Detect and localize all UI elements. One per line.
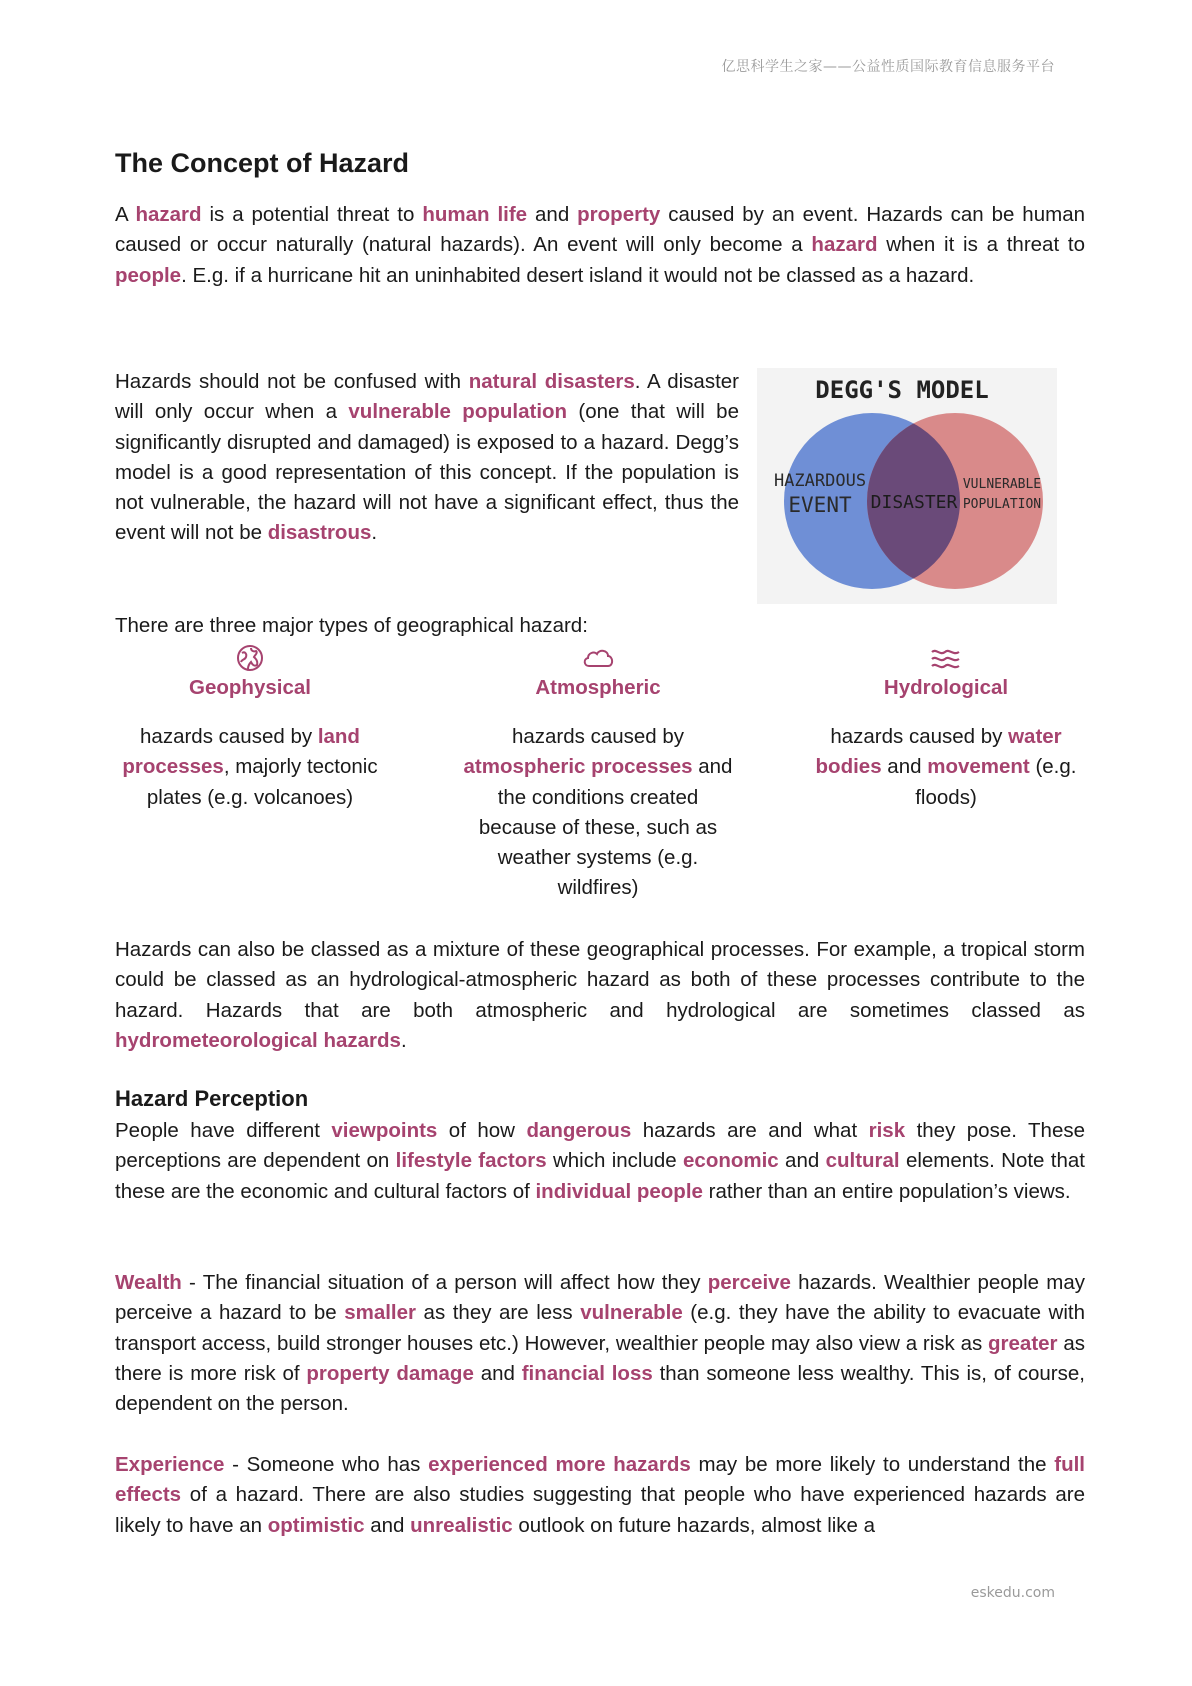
site-header: 亿思科学生之家——公益性质国际教育信息服务平台	[721, 59, 1055, 75]
type-description: hazards caused by water bodies and movement (e.g. floods)	[815, 725, 1077, 809]
hazard-perception-heading: Hazard Perception	[115, 1086, 309, 1111]
degg-title: DEGG'S MODEL	[815, 376, 989, 404]
intro-paragraph: A hazard is a potential threat to human life and property caused by an event. Hazards can be human caused or occur naturally (natural hazards). An event will only become a hazard when it is a threat to people. E.g. if a hurricane hit an uninhabited desert island it would not be classed as a hazard.	[115, 203, 1085, 287]
types-intro: There are three major types of geographical hazard:	[115, 614, 588, 637]
type-title: Geophysical	[189, 676, 311, 699]
hazardous-event-label-2: EVENT	[788, 493, 852, 517]
degg-model-diagram	[757, 368, 1057, 604]
type-atmospheric	[458, 644, 738, 904]
globe-icon	[236, 644, 264, 672]
disaster-label: DISASTER	[870, 492, 958, 513]
type-description: hazards caused by atmospheric processes and the conditions created because of these, such as weather systems (e.g. wildfires)	[463, 725, 733, 900]
type-hydrological	[806, 644, 1086, 813]
perception-paragraph: People have different viewpoints of how dangerous hazards are and what risk they pose. These perceptions are dependent on lifestyle factors which include economic and cultural elements. Note that these are the economic and cultural factors of individual people rather than an entire population’s views.	[115, 1119, 1086, 1203]
type-title: Hydrological	[883, 676, 1009, 699]
type-geophysical	[110, 644, 390, 813]
vulnerable-population-label-1: VULNERABLE	[962, 477, 1042, 492]
disaster-paragraph: Hazards should not be confused with natural disasters. A disaster will only occur when a vulnerable population (one that will be significantly disrupted and damaged) is exposed to a hazard. Degg’s model is a good representation of this concept. If the population is not vulnerable, the hazard will not have a significant effect, thus the event will not be disastrous.	[115, 370, 739, 545]
mixture-paragraph: Hazards can also be classed as a mixture of these geographical processes. For example, a tropical storm could be classed as an hydrological-atmospheric hazard as both of these processes contribute to the hazard. Hazards that are both atmospheric and hydrological are sometimes classed as hydrometeorological hazards.	[115, 938, 1085, 1052]
wealth-paragraph: Wealth - The financial situation of a person will affect how they perceive hazards. Wealthier people may perceive a hazard to be smaller as they are less vulnerable (e.g. they have the ability to evacuate with transport access, build stronger houses etc.) However, wealthier people may also view a risk as greater as there is more risk of property damage and financial loss than someone less wealthy. This is, of course, dependent on the person.	[115, 1271, 1085, 1416]
type-description: hazards caused by land processes, majorly tectonic plates (e.g. volcanoes)	[122, 725, 378, 809]
hazardous-event-label-1: HAZARDOUS	[773, 471, 867, 491]
water-icon	[929, 644, 963, 672]
vulnerable-population-label-2: POPULATION	[962, 497, 1042, 512]
type-title: Atmospheric	[535, 676, 661, 699]
site-footer: eskedu.com	[970, 1585, 1055, 1601]
experience-paragraph: Experience - Someone who has experienced more hazards may be more likely to understand the full effects of a hazard. There are also studies suggesting that people who have experienced hazards are likely to have an optimistic and unrealistic outlook on future hazards, almost like a	[115, 1453, 1085, 1537]
page-title: The Concept of Hazard	[115, 148, 410, 178]
cloud-icon	[581, 644, 615, 672]
